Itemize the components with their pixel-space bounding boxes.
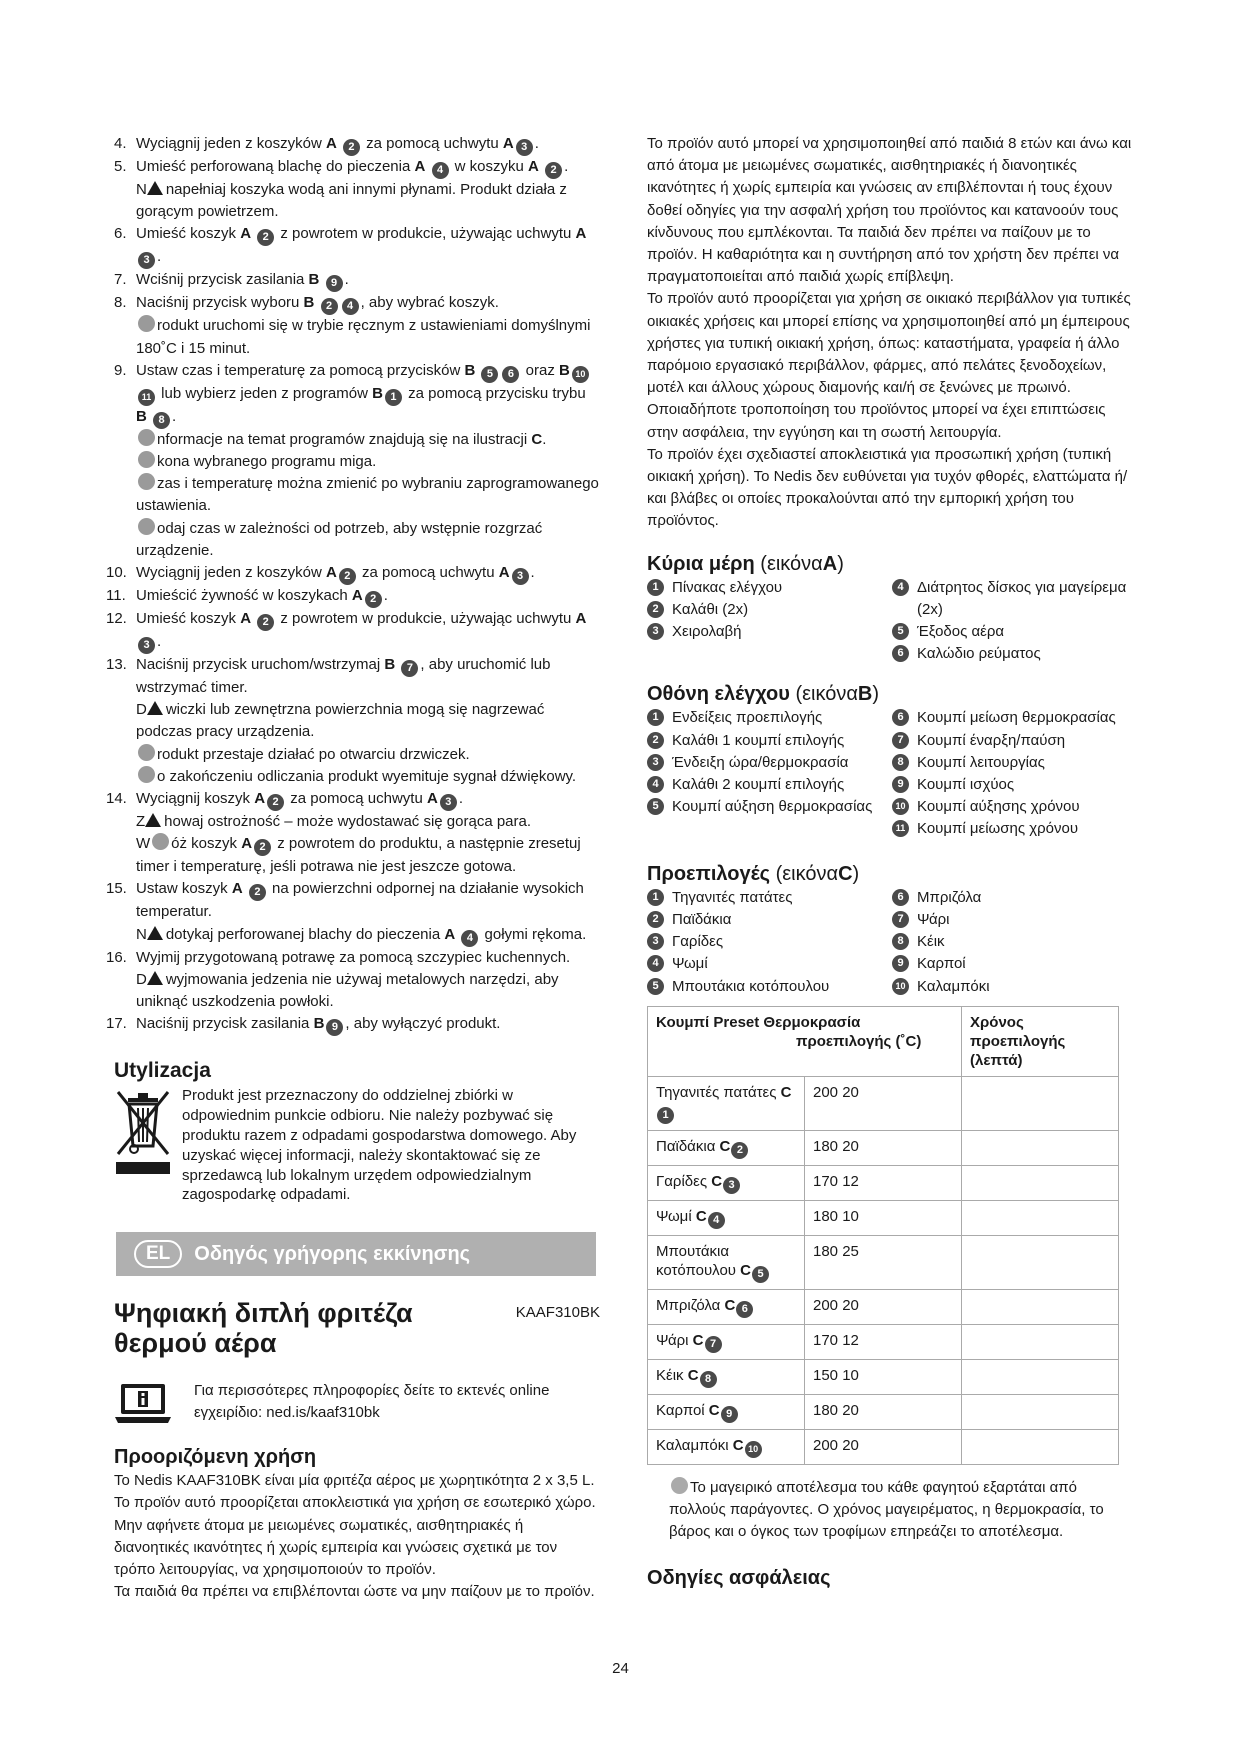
step-item: 14. Wyciągnij koszyk A 2 za pomocą uchwytu A 3 . — [114, 788, 600, 811]
step-item: 15. Ustaw koszyk A 2 na powierzchni odpornej na działanie wysokich temperatur. — [106, 880, 584, 921]
intended-use-paragraph: Μην αφήνετε άτομα με μειωμένες σωματικές, αισθητηριακές ή διανοητικές ικανότητες ή χωρίς εμπειρία και γνώσεις σχετικά με τον τρόπο λειτουργίας, να χρησιμοποιούν το προϊόν. — [114, 1516, 558, 1579]
number-badge-icon: 2 — [731, 1142, 748, 1159]
step-item: 16. Wyjmij przygotowaną potrawę za pomocą szczypiec kuchennych. — [114, 947, 600, 969]
number-badge-icon: 7 — [892, 732, 909, 749]
presets-heading-letter: C — [838, 862, 853, 885]
presets-list — [647, 887, 1137, 998]
preset-item — [892, 887, 1137, 909]
preset-item-label: Καλαμπόκι — [917, 977, 990, 995]
step-item: 7. Wciśnij przycisk zasilania B 9 . — [114, 269, 600, 292]
display-item-label: Κουμπί μείωση θερμοκρασίας — [917, 709, 1116, 727]
step-number: 5. — [114, 158, 127, 175]
main-parts-heading-light: (εικόνα — [760, 552, 823, 575]
online-manual-info — [114, 1380, 600, 1424]
number-badge-icon: 6 — [892, 645, 909, 662]
preset-item-label: Ψωμί — [672, 955, 708, 973]
part-item-label: Καλώδιο ρεύματος — [917, 645, 1041, 663]
display-item-label: Καλάθι 2 κουμπί επιλογής — [672, 776, 845, 794]
number-badge-icon: 10 — [892, 798, 909, 815]
preset-item-label: Καρποί — [917, 955, 966, 973]
display-item-label: Κουμπί αύξησης χρόνου — [917, 798, 1080, 816]
ref-number-icon: 2 — [545, 162, 562, 179]
laptop-info-icon — [114, 1382, 172, 1424]
step-item: 10. Wyciągnij jeden z koszyków A 2 za pomocą uchwytu A 3 . — [114, 562, 600, 585]
number-badge-icon: 2 — [647, 732, 664, 749]
guide-title: Ψηφιακή διπλή φριτέζα θερμού αέρα — [114, 1298, 413, 1359]
ref-number-icon — [138, 451, 155, 468]
preset-name: Ψάρι — [656, 1331, 693, 1349]
preset-item — [892, 909, 1137, 931]
preset-empty-cell — [962, 1289, 1119, 1324]
number-badge-icon: 1 — [657, 1107, 674, 1124]
preset-item-label: Ψάρι — [917, 910, 950, 928]
step-note: kona wybranego programu miga. — [114, 451, 600, 473]
preset-name: Καρποί — [656, 1401, 709, 1419]
preset-name-cell — [648, 1130, 805, 1165]
preset-temp-time-cell: 200 20 — [805, 1076, 962, 1130]
step-item: 12. Umieść koszyk A 2 z powrotem w produkcie, używając uchwytu A 3 . — [114, 608, 600, 654]
ref-number-icon: 2 — [343, 139, 360, 156]
presets-col2 — [892, 887, 1137, 998]
intro-paragraph: Το προϊόν αυτό μπορεί να χρησιμοποιηθεί από παιδιά 8 ετών και άνω και από άτομα με μειωμένες σωματικές, αισθητηριακές ή διανοητικές ικανότητες ή χωρίς εμπειρία και γνώσεις αν επιβλέπονται ή τους έχουν δοθεί οδηγίες για την ασφαλή χρήση του προϊόντος και κατανοούν τους κίνδυνους που εμπλέκονται. Τα παιδιά δεν πρέπει να παίζουν με το προϊόν. Η καθαριότητα και η συντήρηση από τον χρήστη δεν πρέπει να πραγματοποιείται από παιδιά χωρίς επίβλεψη. — [647, 135, 1132, 286]
table-header-preset: Κουμπί Preset Θερμοκρασία προεπιλογής (˚C) — [648, 1006, 962, 1076]
display-item — [647, 707, 892, 729]
ref-number-icon: 5 — [481, 366, 498, 383]
disposal-heading: Utylizacja — [114, 1059, 211, 1083]
preset-code: C — [695, 1207, 707, 1225]
ref-number-icon: 2 — [267, 794, 284, 811]
ref-number-icon: 11 — [138, 389, 155, 406]
preset-name-cell — [648, 1429, 805, 1464]
preset-name: Παϊδάκια — [656, 1137, 720, 1155]
table-row — [648, 1289, 1119, 1324]
preset-item — [892, 976, 1137, 998]
preset-empty-cell — [962, 1130, 1119, 1165]
part-item — [647, 621, 892, 643]
number-badge-icon: 8 — [700, 1371, 717, 1388]
number-badge-icon: 1 — [647, 709, 664, 726]
display-item — [892, 752, 1137, 774]
preset-temp-time-cell: 170 12 — [805, 1165, 962, 1200]
table-header-time: Χρόνος προεπιλογής (λεπτά) — [962, 1006, 1119, 1076]
step-note: zas i temperaturę można zmienić po wybraniu zaprogramowanego ustawienia. — [136, 475, 599, 515]
preset-temp-time-cell: 170 12 — [805, 1324, 962, 1359]
intended-use-heading: Προοριζόμενη χρήση — [114, 1446, 317, 1469]
table-row — [648, 1076, 1119, 1130]
preset-item — [647, 976, 892, 998]
display-item — [647, 752, 892, 774]
ref-number-icon: 7 — [401, 660, 418, 677]
step-number: 11. — [106, 587, 126, 605]
number-badge-icon: 2 — [647, 601, 664, 618]
ref-number-icon: 2 — [254, 839, 271, 856]
preset-temp-time-cell: 200 20 — [805, 1429, 962, 1464]
ref-number-icon: 9 — [326, 275, 343, 292]
preset-name: Καλαμπόκι — [656, 1436, 733, 1454]
presets-col1 — [647, 887, 892, 998]
presets-table — [647, 1006, 1119, 1465]
warning-icon — [147, 701, 163, 715]
step-item: 4. Wyciągnij jeden z koszyków A 2 za pomocą uchwytu A 3 . — [114, 133, 600, 156]
table-note — [647, 1477, 1137, 1544]
preset-name-cell — [648, 1359, 805, 1394]
intended-use-paragraph: Το προϊόν αυτό προορίζεται αποκλειστικά για χρήση σε εσωτερικό χώρο. — [114, 1494, 596, 1512]
display-item-label: Κουμπί ισχύος — [917, 776, 1015, 794]
number-badge-icon: 4 — [892, 579, 909, 596]
step-item: 5. Umieść perforowaną blachę do pieczenia A 4 w koszyku A 2 . — [114, 156, 600, 179]
warning-icon — [147, 971, 163, 985]
display-item — [892, 730, 1137, 752]
ref-number-icon — [138, 744, 155, 761]
number-badge-icon: 5 — [892, 623, 909, 640]
number-badge-icon: 3 — [723, 1177, 740, 1194]
ref-number-icon: 6 — [502, 366, 519, 383]
number-badge-icon: 10 — [745, 1441, 762, 1458]
step-note: rodukt przestaje działać po otwarciu drzwiczek. — [114, 744, 600, 766]
ref-number-icon: 10 — [572, 366, 589, 383]
preset-item-label: Μπριζόλα — [917, 888, 982, 906]
step-number: 16. — [106, 948, 127, 966]
display-item-label: Ένδειξη ώρα/θερμοκρασία — [672, 753, 849, 771]
right-column — [647, 133, 1137, 1591]
intended-use-paragraph: Τα παιδιά θα πρέπει να επιβλέπονται ώστε να μην παίζουν με το προϊόν. — [114, 1583, 595, 1601]
display-item — [647, 730, 892, 752]
disposal-text: Produkt jest przeznaczony do oddzielnej zbiórki w odpowiednim punkcie odbioru. Nie należy pozbywać się produktu razem z odpadami gospodarstwa domowego. Aby uzyskać więcej informacji, należy skontaktować się ze sprzedawcą lub lokalnym urzędem odpowiedzialnym zagospodarkę odpadami. — [182, 1087, 577, 1204]
note-bullet-icon — [671, 1477, 688, 1494]
preset-name-cell — [648, 1235, 805, 1289]
presets-heading-bold: Προεπιλογές — [647, 862, 771, 885]
preset-name: Μπριζόλα — [656, 1296, 725, 1314]
preset-empty-cell — [962, 1076, 1119, 1130]
display-item — [892, 707, 1137, 729]
step-number: 4. — [114, 135, 127, 152]
preset-empty-cell — [962, 1165, 1119, 1200]
number-badge-icon: 1 — [647, 579, 664, 596]
table-row — [648, 1235, 1119, 1289]
main-parts-heading-bold: Κύρια μέρη — [647, 552, 755, 575]
step-note: N napełniaj koszyka wodą ani innymi płynami. Produkt działa z gorącym powietrzem. — [136, 181, 567, 221]
quick-start-banner — [116, 1232, 596, 1276]
part-item — [892, 621, 1137, 643]
step-number: 6. — [114, 225, 127, 243]
part-item — [647, 577, 892, 599]
number-badge-icon: 5 — [647, 798, 664, 815]
step-item: 17. Naciśnij przycisk zasilania B 9 , aby wyłączyć produkt. — [114, 1013, 600, 1036]
step-note: W óż koszyk A 2 z powrotem do produktu, a następnie zresetuj timer i temperaturę, jeśli potrawa nie jest jeszcze gotowa. — [136, 835, 581, 876]
step-note: N dotykaj perforowanej blachy do pieczenia A 4 gołymi rękoma. — [114, 924, 600, 947]
table-note-text: Το μαγειρικό αποτέλεσμα του κάθε φαγητού εξαρτάται από πολλούς παράγοντες. Ο χρόνος μαγειρέματος, η θερμοκρασία, το βάρος και ο όγκος των τροφίμων επηρεάζει το αποτέλεσμα. — [669, 1478, 1104, 1541]
preset-code: C — [687, 1366, 699, 1384]
display-item — [892, 774, 1137, 796]
preset-name: Κέικ — [656, 1366, 688, 1384]
main-parts-list — [647, 577, 1137, 666]
number-badge-icon: 9 — [721, 1406, 738, 1423]
preset-item-label: Κέικ — [917, 933, 945, 951]
step-number: 14. — [106, 790, 127, 808]
warning-icon — [147, 181, 163, 195]
control-display-heading-bold: Οθόνη ελέγχου — [647, 683, 790, 706]
ref-number-icon: 9 — [326, 1019, 343, 1036]
preset-name-cell — [648, 1394, 805, 1429]
preset-temp-time-cell: 150 10 — [805, 1359, 962, 1394]
table-row — [648, 1130, 1119, 1165]
preset-item-label: Μπουτάκια κοτόπουλου — [672, 977, 830, 995]
preset-temp-time-cell: 200 20 — [805, 1289, 962, 1324]
ref-number-icon: 3 — [440, 794, 457, 811]
part-item-label: Έξοδος αέρα — [917, 623, 1005, 641]
preset-empty-cell — [962, 1200, 1119, 1235]
intro-paragraph: Το προϊόν έχει σχεδιαστεί αποκλειστικά για προσωπική χρήση (τυπική οικιακή χρήση). Το Nedis δεν ευθύνεται για τυχόν φθορές, ελαττώματα ή/και βλάβες οι οποίες προκαλούνται από την εμπορική χρήση του προϊόντος. — [647, 445, 1128, 530]
preset-name: Γαρίδες — [656, 1172, 712, 1190]
part-item — [892, 643, 1137, 665]
step-note: D wyjmowania jedzenia nie używaj metalowych narzędzi, aby uniknąć uszkodzenia powłoki. — [136, 970, 559, 1011]
number-badge-icon: 11 — [892, 820, 909, 837]
step-item: 8. Naciśnij przycisk wyboru B 2 4 , aby wybrać koszyk. — [114, 292, 600, 315]
preset-item — [647, 887, 892, 909]
preset-name: Τηγανιτές πατάτες — [656, 1083, 781, 1101]
banner-title: Οδηγός γρήγορης εκκίνησης — [194, 1243, 471, 1266]
part-item-label: Πίνακας ελέγχου — [672, 578, 783, 596]
model-number: KAAF310BK — [515, 1304, 600, 1322]
preset-code: C — [719, 1137, 731, 1155]
number-badge-icon: 6 — [892, 889, 909, 906]
step-note: Z howaj ostrożność – może wydostawać się gorąca para. — [136, 813, 532, 831]
number-badge-icon: 6 — [892, 709, 909, 726]
ref-number-icon: 3 — [512, 568, 529, 585]
ref-number-icon: 3 — [138, 637, 155, 654]
intended-use-paragraph: Το Nedis KAAF310BK είναι μία φριτέζα αέρος με χωρητικότητα 2 x 3,5 L. — [114, 1472, 595, 1490]
presets-heading-close: ) — [852, 862, 860, 885]
step-note: nformacje na temat programów znajdują się na ilustracji C. — [114, 429, 600, 451]
preset-code: C — [711, 1172, 723, 1190]
step-number: 8. — [114, 294, 127, 312]
ref-number-icon: 2 — [257, 614, 274, 631]
main-parts-heading-letter: A — [822, 552, 838, 575]
number-badge-icon: 6 — [736, 1301, 753, 1318]
table-row — [648, 1165, 1119, 1200]
preset-code: C — [708, 1401, 720, 1419]
number-badge-icon: 8 — [892, 754, 909, 771]
control-display-heading-close: ) — [872, 683, 880, 706]
control-display-heading-light: (εικόνα — [795, 683, 858, 706]
ref-number-icon: 1 — [385, 389, 402, 406]
number-badge-icon: 9 — [892, 955, 909, 972]
preset-temp-time-cell: 180 20 — [805, 1130, 962, 1165]
language-code: EL — [134, 1240, 182, 1268]
step-number: 13. — [106, 656, 127, 674]
preset-name-cell — [648, 1324, 805, 1359]
number-badge-icon: 7 — [892, 911, 909, 928]
table-row — [648, 1394, 1119, 1429]
preset-code: C — [740, 1261, 752, 1279]
ref-number-icon: 4 — [461, 930, 478, 947]
number-badge-icon: 10 — [892, 978, 909, 995]
warning-icon — [145, 813, 161, 827]
number-badge-icon: 4 — [647, 955, 664, 972]
safety-heading: Οδηγίες ασφάλειας — [647, 1567, 831, 1590]
number-badge-icon: 7 — [705, 1336, 722, 1353]
number-badge-icon: 3 — [647, 754, 664, 771]
preset-item — [892, 931, 1137, 953]
preset-name-cell — [648, 1165, 805, 1200]
part-item-label: Χειρολαβή — [672, 623, 742, 641]
step-number: 17. — [106, 1015, 127, 1033]
online-manual-text: Για περισσότερες πληροφορίες δείτε το εκτενές online εγχειρίδιο: ned.is/kaaf310bk — [194, 1382, 550, 1422]
table-row — [648, 1324, 1119, 1359]
disposal-block — [114, 1086, 600, 1205]
instruction-steps — [106, 133, 600, 1036]
display-item-label: Κουμπί λειτουργίας — [917, 753, 1045, 771]
control-display-list — [647, 707, 1137, 840]
display-item — [892, 796, 1137, 818]
table-row — [648, 1200, 1119, 1235]
preset-empty-cell — [962, 1324, 1119, 1359]
preset-empty-cell — [962, 1235, 1119, 1289]
display-item-label: Κουμπί αύξηση θερμοκρασίας — [672, 798, 873, 816]
preset-name-cell — [648, 1076, 805, 1130]
preset-code: C — [732, 1436, 744, 1454]
main-parts-heading — [647, 551, 1137, 577]
part-item — [647, 599, 892, 621]
preset-item-label: Παϊδάκια — [672, 910, 732, 928]
number-badge-icon: 4 — [647, 776, 664, 793]
ref-number-icon: 2 — [249, 884, 266, 901]
control-display-col1 — [647, 707, 892, 840]
display-item — [892, 818, 1137, 840]
preset-code: C — [780, 1083, 792, 1101]
ref-number-icon: 2 — [339, 568, 356, 585]
preset-name-cell — [648, 1289, 805, 1324]
preset-item — [647, 953, 892, 975]
part-item — [892, 577, 1137, 621]
main-parts-heading-close: ) — [837, 552, 844, 575]
ref-number-icon: 3 — [516, 139, 533, 156]
step-item: 9. Ustaw czas i temperaturę za pomocą przycisków B 5 6 oraz B 1011 lub wybierz jeden z programów B 1 za pomocą przycisku trybu B 8 . — [114, 360, 600, 429]
ref-number-icon — [138, 473, 155, 490]
ref-number-icon — [138, 518, 155, 535]
control-display-heading — [647, 681, 1137, 707]
left-column — [106, 133, 600, 1603]
intro-text — [647, 133, 1137, 533]
preset-code: C — [724, 1296, 736, 1314]
presets-heading — [647, 861, 1137, 887]
preset-code: C — [692, 1331, 704, 1349]
number-badge-icon: 5 — [752, 1266, 769, 1283]
presets-table-header — [648, 1006, 1119, 1076]
ref-number-icon: 2 — [321, 298, 338, 315]
display-item-label: Κουμπί μείωσης χρόνου — [917, 820, 1079, 838]
ref-number-icon: 8 — [153, 412, 170, 429]
step-number: 7. — [114, 271, 127, 289]
step-note: rodukt uruchomi się w trybie ręcznym z ustawieniami domyślnymi 180˚C i 15 minut. — [136, 317, 591, 357]
preset-empty-cell — [962, 1359, 1119, 1394]
part-item-label: Διάτρητος δίσκος για μαγείρεμα (2x) — [917, 578, 1127, 618]
preset-name: Μπουτάκια κοτόπουλου — [656, 1242, 741, 1279]
part-item-label: Καλάθι (2x) — [672, 600, 749, 618]
display-item-label: Καλάθι 1 κουμπί επιλογής — [672, 731, 845, 749]
preset-item-label: Τηγανιτές πατάτες — [672, 888, 793, 906]
main-parts-col2 — [892, 577, 1137, 666]
preset-item — [647, 931, 892, 953]
step-number: 15. — [106, 880, 127, 898]
ref-number-icon — [152, 833, 169, 850]
ref-number-icon: 2 — [365, 591, 382, 608]
ref-number-icon: 4 — [342, 298, 359, 315]
ref-number-icon — [138, 766, 155, 783]
step-item: 13. Naciśnij przycisk uruchom/wstrzymaj B 7 , aby uruchomić lub wstrzymać timer. — [106, 656, 551, 697]
number-badge-icon: 3 — [647, 623, 664, 640]
display-item — [647, 796, 892, 818]
step-note: D wiczki lub zewnętrzna powierzchnia mogą się nagrzewać podczas pracy urządzenia. — [136, 701, 545, 741]
table-row — [648, 1429, 1119, 1464]
page-number: 24 — [612, 1660, 629, 1677]
intro-paragraph: Οποιαδήποτε τροποποίηση του προϊόντος μπορεί να έχει επιπτώσεις στην ασφάλεια, την εγγύηση και τη σωστή λειτουργία. — [647, 401, 1106, 441]
step-item: 6. Umieść koszyk A 2 z powrotem w produkcie, używając uchwytu A 3 . — [114, 223, 600, 269]
number-badge-icon: 8 — [892, 933, 909, 950]
preset-empty-cell — [962, 1394, 1119, 1429]
intro-paragraph: Το προϊόν αυτό προορίζεται για χρήση σε οικιακό περιβάλλον για τυπικές οικιακές χρήσεις και μπορεί επίσης να χρησιμοποιηθεί από μη έμπειρους χρήστες για τυπική οικιακή χρήση, όπως: καταστήματα, γραφεία ή άλλο παρόμοιο εργασιακό περιβάλλον, φάρμες, από πελάτες ξενοδοχείων, μοτέλ και άλλους χώρους διαμονής και/ή σε ξενώνες με πρωινό. — [647, 290, 1131, 397]
number-badge-icon: 3 — [647, 933, 664, 950]
step-number: 10. — [106, 564, 127, 582]
number-badge-icon: 5 — [647, 978, 664, 995]
preset-temp-time-cell: 180 20 — [805, 1394, 962, 1429]
display-item-label: Κουμπί έναρξη/παύση — [917, 731, 1066, 749]
ref-number-icon — [138, 429, 155, 446]
table-row — [648, 1359, 1119, 1394]
step-number: 12. — [106, 610, 127, 628]
display-item — [647, 774, 892, 796]
preset-temp-time-cell: 180 25 — [805, 1235, 962, 1289]
crossed-bin-icon — [114, 1088, 172, 1176]
ref-number-icon — [138, 315, 155, 332]
number-badge-icon: 2 — [647, 911, 664, 928]
preset-empty-cell — [962, 1429, 1119, 1464]
preset-temp-time-cell: 180 10 — [805, 1200, 962, 1235]
step-note: odaj czas w zależności od potrzeb, aby wstępnie rozgrzać urządzenie. — [136, 519, 543, 559]
display-item-label: Ενδείξεις προεπιλογής — [672, 709, 823, 727]
intended-use-text — [114, 1470, 600, 1603]
presets-heading-light: (εικόνα — [775, 862, 839, 885]
number-badge-icon: 1 — [647, 889, 664, 906]
step-note: o zakończeniu odliczania produkt wyemituje sygnał dźwiękowy. — [114, 766, 600, 788]
ref-number-icon: 4 — [432, 162, 449, 179]
preset-item — [647, 909, 892, 931]
step-item: 11. Umieścić żywność w koszykach A 2 . — [114, 585, 600, 608]
preset-item — [892, 953, 1137, 975]
guide-title-row — [114, 1298, 600, 1358]
preset-name-cell — [648, 1200, 805, 1235]
ref-number-icon: 3 — [138, 252, 155, 269]
number-badge-icon: 9 — [892, 776, 909, 793]
preset-item-label: Γαρίδες — [672, 933, 724, 951]
control-display-heading-letter: B — [857, 683, 873, 706]
ref-number-icon: 2 — [257, 229, 274, 246]
step-number: 9. — [114, 361, 127, 379]
main-parts-col1 — [647, 577, 892, 666]
number-badge-icon: 4 — [708, 1212, 725, 1229]
preset-name: Ψωμί — [656, 1207, 696, 1225]
control-display-col2 — [892, 707, 1137, 840]
warning-icon — [147, 926, 163, 940]
